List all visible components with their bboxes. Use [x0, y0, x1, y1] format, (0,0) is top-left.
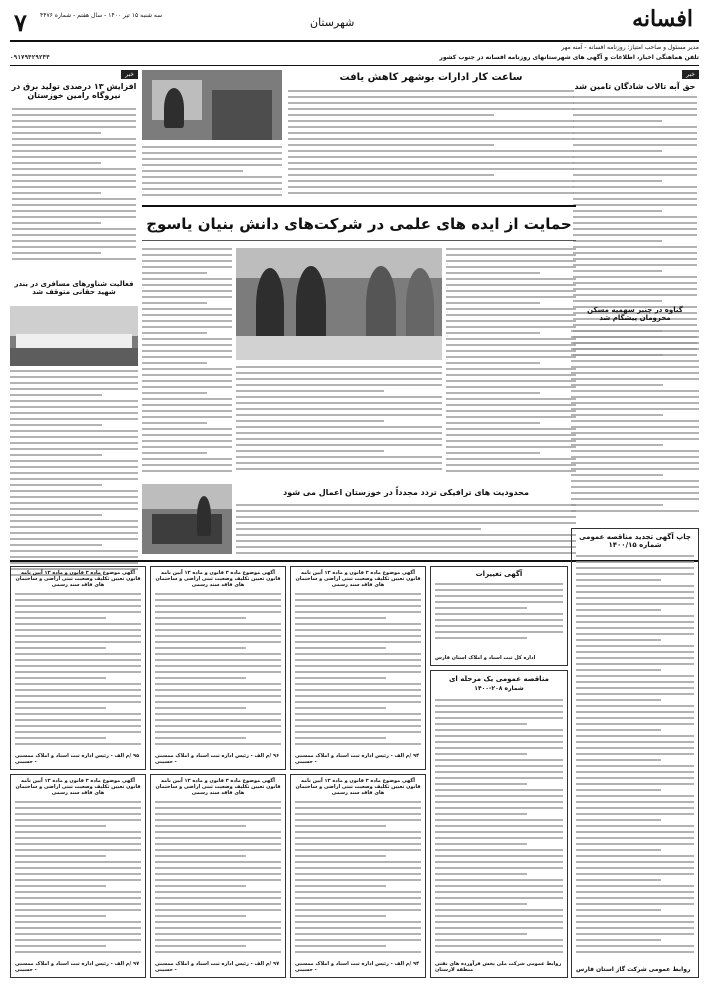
notice-body [155, 801, 281, 957]
notice-signature: ۹۶ /م الف - رئیس اداره ثبت اسناد و املاک ممسنی - حسینی [155, 753, 280, 765]
notice-number: شماره ۲۰۸-۱۴۰۰ [474, 685, 524, 692]
notice-title: آگهی موضوع ماده ۳ قانون و ماده ۱۳ آیین نامه قانون تعیین تکلیف وضعیت ثبتی اراضی و ساختمان های فاقد سند رسمی [295, 778, 421, 796]
housing-article-body [571, 330, 699, 520]
notice-body [15, 593, 141, 749]
main-headline: حمایت از ایده های علمی در شرکت‌های دانش بنیان یاسوج [146, 215, 572, 233]
article-center-top [286, 70, 576, 200]
notice-title: آگهی موضوع ماده ۳ قانون و ماده ۱۳ آیین نامه قانون تعیین تکلیف وضعیت ثبتی اراضی و ساختمان های فاقد سند رسمی [155, 778, 281, 796]
contact-strip [10, 54, 699, 64]
article-title: افزایش ۱۳ درصدی تولید برق در نیروگاه رامین خوزستان [11, 82, 137, 100]
contact-phone: ۰۹۱۷۹۴۲۹۲۴۴ [10, 54, 50, 61]
main-article-col2 [236, 366, 442, 478]
page-number: ۷ [14, 8, 27, 37]
notice-signature: ۹۷ /م الف - رئیس اداره ثبت اسناد و املاک ممسنی - حسینی [155, 961, 280, 973]
land-notice-6 [10, 774, 146, 978]
notice-signature: ۹۵ /م الف - رئیس اداره ثبت اسناد و املاک ممسنی - حسینی [15, 753, 140, 765]
article-center-left-body [142, 146, 282, 200]
header-divider-2 [10, 65, 699, 66]
housing-article-title: گناوه در چنبر سهمیه مسکن محرومان پیشگام شد [587, 306, 683, 322]
office-photo [142, 70, 282, 140]
notice-signature: ۹۷ /م الف - رئیس اداره ثبت اسناد و املاک ممسنی - حسینی [15, 961, 140, 973]
notice-signature: اداره کل ثبت اسناد و املاک استان فارس [435, 655, 536, 661]
notice-title: مناقصه عمومی یک مرحله ای [448, 675, 550, 683]
notice-body [155, 593, 281, 749]
meeting-photo [236, 248, 442, 360]
notice-body [576, 555, 694, 957]
masthead-text: مدیر مسئول و صاحب امتیاز: روزنامه افسانه - آمنه مهر [561, 44, 699, 51]
masthead-strip [10, 44, 699, 54]
notice-signature: روابط عمومی شرکت ملی پخش فرآورده های نفتی منطقه لارستان [435, 961, 562, 973]
traffic-article-body [236, 504, 576, 558]
notice-signature: ۹۴ /م الف - رئیس اداره ثبت اسناد و املاک ممسنی - حسینی [295, 961, 420, 973]
header-divider [10, 40, 699, 42]
checkpoint-photo [142, 484, 232, 554]
newspaper-logo: افسانه [632, 6, 693, 32]
notice-body [15, 801, 141, 957]
main-article-col1 [446, 248, 576, 478]
notice-title: آگهی موضوع ماده ۳ قانون و ماده ۱۳ آیین نامه قانون تعیین تکلیف وضعیت ثبتی اراضی و ساختمان های فاقد سند رسمی [15, 778, 141, 796]
notice-body [295, 593, 421, 749]
notice-signature: ۹۴ /م الف - رئیس اداره ثبت اسناد و املاک ممسنی - حسینی [295, 753, 420, 765]
news-tag: خبر [682, 70, 699, 79]
ships-photo [10, 306, 138, 366]
article-left-top [10, 70, 138, 275]
land-notice-5 [150, 774, 286, 978]
tender-notice [571, 528, 699, 978]
contact-text: تلفن هماهنگی اخبار، اطلاعات و آگهی های شهرستانهای روزنامه افسانه در جنوب کشور [439, 54, 699, 61]
land-notice-2 [150, 566, 286, 770]
section-name: شهرستان [310, 16, 355, 29]
notice-title: آگهی موضوع ماده ۳ قانون و ماده ۱۳ آیین نامه قانون تعیین تکلیف وضعیت ثبتی اراضی و ساختمان های فاقد سند رسمی [15, 570, 141, 588]
main-article-col3 [142, 248, 232, 478]
issue-date-line: سه شنبه ۱۵ تیر ۱۴۰۰ - سال هفتم - شماره ۴۴۷۶ [40, 12, 163, 19]
article-body [12, 108, 136, 275]
article-title: ساعت کار ادارات بوشهر کاهش یافت [339, 72, 523, 83]
traffic-article-title: محدودیت های ترافیکی تردد مجدداً در خوزستان اعمال می شود [283, 488, 529, 497]
land-notice-1 [290, 566, 426, 770]
land-notice-3 [10, 566, 146, 770]
notice-body [295, 801, 421, 957]
article-body [288, 90, 574, 200]
notice-title: آگهی موضوع ماده ۳ قانون و ماده ۱۳ آیین نامه قانون تعیین تکلیف وضعیت ثبتی اراضی و ساختمان های فاقد سند رسمی [295, 570, 421, 588]
article-title: حق آبه تالاب شادگان تامین شد [574, 82, 696, 91]
notice-title: آگهی تغییرات [475, 570, 523, 578]
notice-signature: روابط عمومی شرکت گاز استان فارس [576, 966, 691, 973]
news-tag: خبر [121, 70, 138, 79]
changes-notice [430, 566, 568, 666]
notice-title: چاپ آگهی تجدید مناقصه عمومی شماره ۱۴۰۰/۱۵ [579, 533, 691, 549]
ships-article-body [10, 370, 138, 585]
notice-body [435, 583, 563, 643]
tender-notice-2 [430, 670, 568, 978]
ships-article-title: فعالیت شناورهای مسافری در بندر شهید حقانی متوقف شد [14, 280, 134, 296]
main-headline-box [142, 205, 576, 241]
page-header [10, 6, 699, 42]
notice-title: آگهی موضوع ماده ۳ قانون و ماده ۱۳ آیین نامه قانون تعیین تکلیف وضعیت ثبتی اراضی و ساختمان های فاقد سند رسمی [155, 570, 281, 588]
notice-body [435, 699, 563, 955]
land-notice-4 [290, 774, 426, 978]
